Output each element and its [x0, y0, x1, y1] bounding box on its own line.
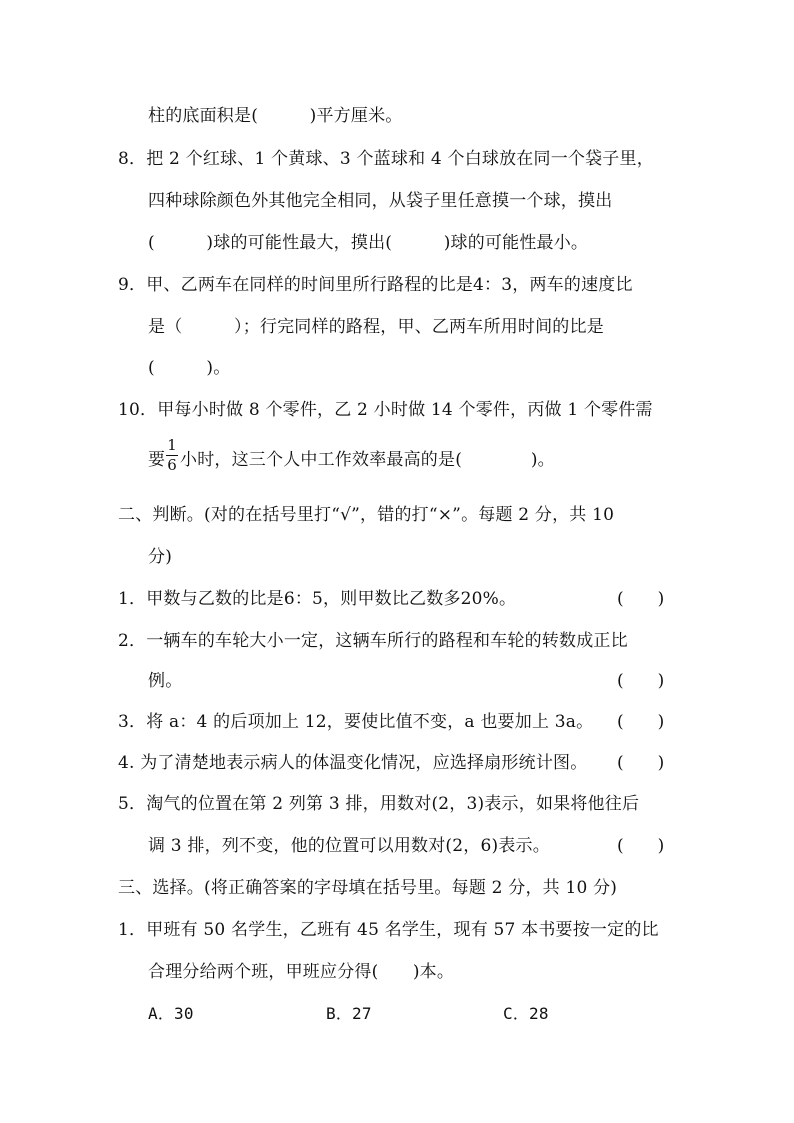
choice-option-c: C．28: [503, 1004, 549, 1023]
section-2-title-cont: 分): [148, 547, 173, 567]
q10-need-prefix: 要: [148, 450, 166, 470]
section-2-title: 二、判断。(对的在括号里打“√”，错的打“×”。每题 2 分，共 10: [118, 505, 615, 525]
q10-line-2: 小时，这三个人中工作效率最高的是( )。: [180, 450, 555, 470]
fraction-numerator: 1: [167, 436, 177, 454]
choice-option-b: B．27: [326, 1004, 372, 1023]
judge-q2-answer-paren: ( ): [617, 671, 665, 691]
judge-q1: 1．甲数与乙数的比是6：5，则甲数比乙数多20%。: [118, 589, 517, 609]
q9-line-2: 是（ ）；行完同样的路程，甲、乙两车所用时间的比是: [148, 317, 604, 337]
choice-q1-line-2: 合理分给两个班，甲班应分得( )本。: [148, 962, 455, 982]
q7-continuation: 柱的底面积是( )平方厘米。: [148, 106, 403, 126]
fraction-denominator: 6: [167, 456, 177, 474]
q8-line-2: 四种球除颜色外其他完全相同，从袋子里任意摸一个球，摸出: [148, 191, 613, 211]
judge-q2-line-2: 例。: [148, 671, 183, 691]
judge-q2-line-1: 2．一辆车的车轮大小一定，这辆车所行的路程和车轮的转数成正比: [118, 631, 628, 651]
q8-line-3: ( )球的可能性最大，摸出( )球的可能性最小。: [148, 233, 589, 253]
choice-option-a: A．30: [148, 1004, 194, 1023]
judge-q5-answer-paren: ( ): [617, 836, 665, 856]
judge-q3: 3．将 a：4 的后项加上 12，要使比值不变，a 也要加上 3a。: [118, 712, 594, 732]
judge-q4: 4. 为了清楚地表示病人的体温变化情况，应选择扇形统计图。: [118, 753, 588, 773]
q8-line-1: 8．把 2 个红球、1 个黄球、3 个蓝球和 4 个白球放在同一个袋子里，: [118, 149, 654, 169]
section-3-title: 三、选择。(将正确答案的字母填在括号里。每题 2 分，共 10 分): [118, 878, 618, 898]
q9-line-3: ( )。: [148, 358, 231, 378]
judge-q1-answer-paren: ( ): [617, 589, 665, 609]
judge-q5-line-2: 调 3 排，列不变，他的位置可以用数对(2，6)表示。: [148, 836, 550, 856]
q9-line-1: 9．甲、乙两车在同样的时间里所行路程的比是4：3，两车的速度比: [118, 275, 633, 295]
judge-q5-line-1: 5．淘气的位置在第 2 列第 3 排，用数对(2，3)表示，如果将他往后: [118, 794, 640, 814]
choice-q1-line-1: 1．甲班有 50 名学生，乙班有 45 名学生，现有 57 本书要按一定的比: [118, 920, 659, 940]
judge-q4-answer-paren: ( ): [617, 753, 665, 773]
q10-line-1: 10．甲每小时做 8 个零件，乙 2 小时做 14 个零件，丙做 1 个零件需: [118, 400, 653, 420]
judge-q3-answer-paren: ( ): [617, 712, 665, 732]
